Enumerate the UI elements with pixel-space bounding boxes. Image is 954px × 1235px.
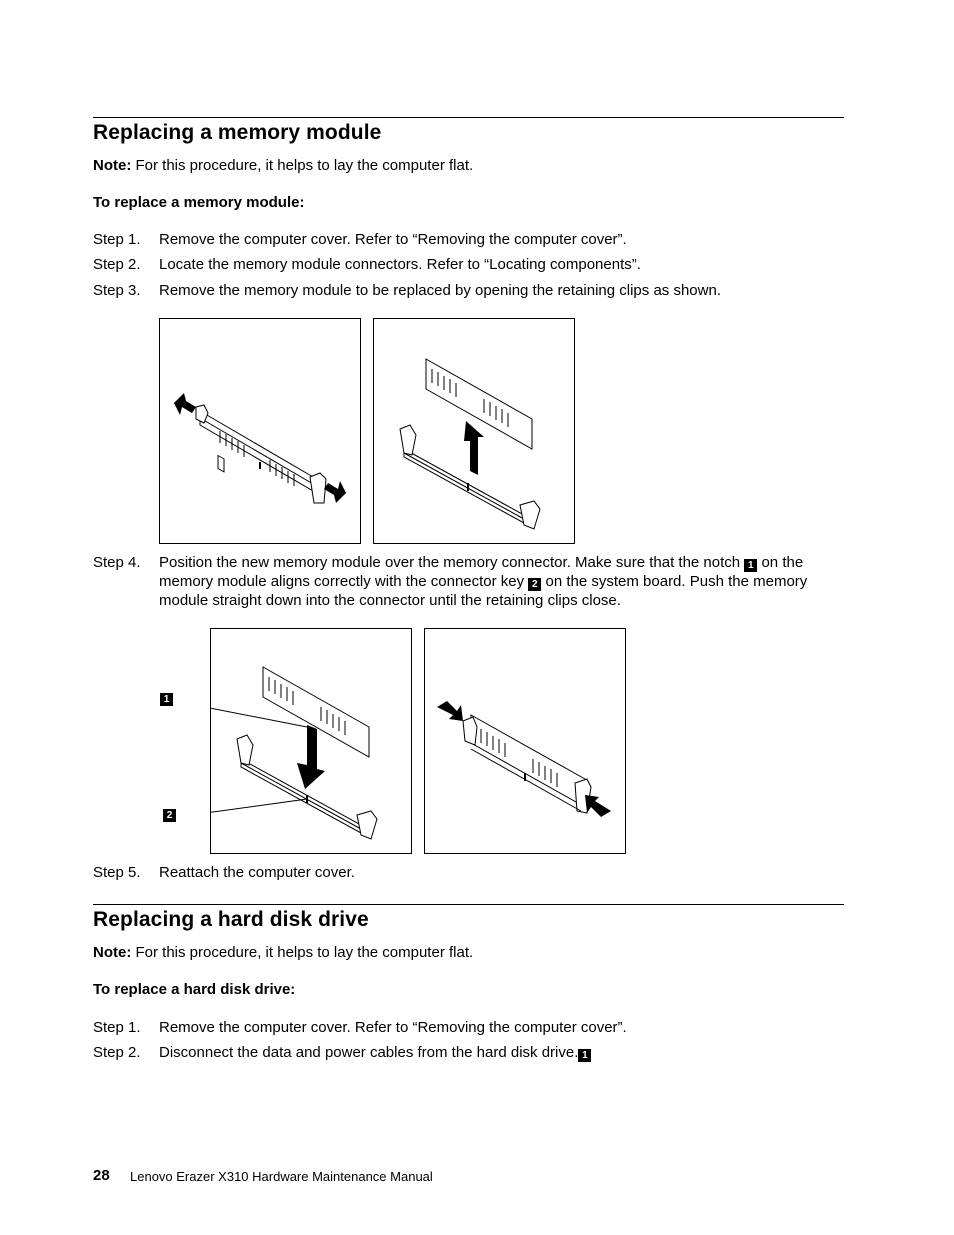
note-label: Note: — [93, 157, 132, 174]
step-text — [159, 1043, 849, 1062]
step-text — [159, 553, 849, 610]
step-text: Remove the computer cover. Refer to “Removing the computer cover”. — [159, 1019, 627, 1036]
arrow-icon — [437, 701, 463, 721]
memory-module-illustration — [425, 629, 625, 853]
arrow-down-icon — [297, 725, 325, 789]
note — [93, 156, 473, 175]
manual-title: Lenovo Erazer X310 Hardware Maintenance Manual — [130, 1169, 433, 1184]
procedure-title: To replace a hard disk drive: — [93, 981, 296, 998]
section-divider — [93, 117, 844, 118]
note-label: Note: — [93, 944, 132, 961]
step-number: Step 2. — [93, 1044, 141, 1061]
step-number: Step 2. — [93, 256, 141, 273]
step-text-part: Position the new memory module over the memory connector. Make sure that the notch — [159, 554, 745, 571]
step-number: Step 4. — [93, 554, 141, 571]
note-text: For this procedure, it helps to lay the computer flat. — [135, 944, 474, 961]
step-number: Step 5. — [93, 864, 141, 881]
callout-key-1: 1 — [744, 559, 757, 572]
step-text-part: on the system board. Push the memory module straight down into the connector until the retaining clips close. — [159, 573, 808, 609]
figure-insert-module — [210, 628, 412, 854]
section-title: Replacing a hard disk drive — [93, 908, 369, 931]
memory-module-illustration — [211, 629, 411, 853]
step-number: Step 1. — [93, 1019, 141, 1036]
page-number: 28 — [93, 1167, 110, 1184]
step-number: Step 1. — [93, 231, 141, 248]
arrow-icon — [174, 393, 196, 415]
step-number: Step 3. — [93, 282, 141, 299]
figure-clips-closed — [424, 628, 626, 854]
procedure-title: To replace a memory module: — [93, 194, 305, 211]
page-footer — [93, 1167, 433, 1184]
arrow-icon — [324, 481, 346, 503]
callout-key-1: 1 — [578, 1049, 591, 1062]
step-text: Remove the memory module to be replaced by opening the retaining clips as shown. — [159, 282, 721, 299]
figure-remove-module — [373, 318, 575, 544]
section-title: Replacing a memory module — [93, 121, 382, 144]
callout-label-2: 2 — [163, 809, 176, 822]
figure-open-clips — [159, 318, 361, 544]
callout-key-2: 2 — [528, 578, 541, 591]
step-text-part: on the memory module aligns correctly with the connector key — [159, 554, 804, 590]
arrow-up-icon — [464, 421, 484, 475]
callout-label-1: 1 — [160, 693, 173, 706]
memory-module-illustration — [160, 319, 360, 543]
step-text-part: Disconnect the data and power cables from the hard disk drive. — [159, 1044, 579, 1061]
arrow-icon — [585, 795, 611, 817]
step-text: Locate the memory module connectors. Refer to “Locating components”. — [159, 256, 641, 273]
section-divider — [93, 904, 844, 905]
note — [93, 943, 473, 962]
note-text: For this procedure, it helps to lay the computer flat. — [135, 157, 474, 174]
memory-module-illustration — [374, 319, 574, 543]
step-text: Reattach the computer cover. — [159, 864, 355, 881]
step-text: Remove the computer cover. Refer to “Removing the computer cover”. — [159, 231, 627, 248]
